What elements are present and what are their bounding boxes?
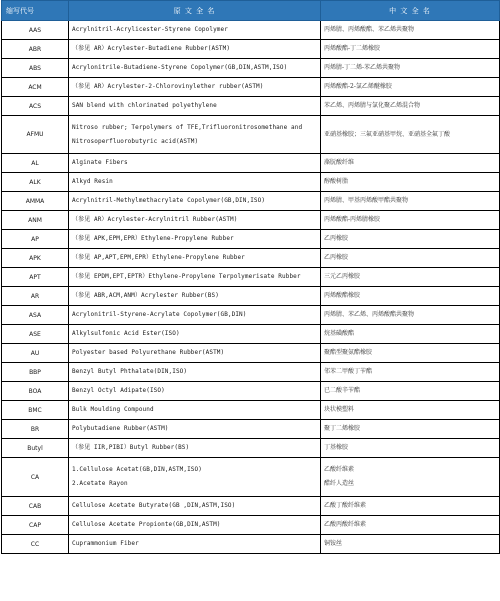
cell-english-name bbox=[69, 97, 321, 116]
cell-english-name bbox=[69, 363, 321, 382]
cell-english-name bbox=[69, 192, 321, 211]
cell-english-name bbox=[69, 211, 321, 230]
cell-code: CAP bbox=[2, 516, 69, 535]
table-row bbox=[2, 516, 500, 535]
cell-chinese-name bbox=[321, 458, 500, 497]
cell-chinese-name bbox=[321, 497, 500, 516]
table-header-row bbox=[2, 1, 500, 21]
cell-chinese-name bbox=[321, 420, 500, 439]
cell-english-name bbox=[69, 516, 321, 535]
english-name-line: （参见 AR）Acrylester-Butadiene Rubber(ASTM) bbox=[72, 45, 231, 52]
cell-english-name bbox=[69, 497, 321, 516]
table-row bbox=[2, 401, 500, 420]
cell-chinese-name bbox=[321, 21, 500, 40]
table-row bbox=[2, 439, 500, 458]
english-name-line: Alginate Fibers bbox=[72, 159, 128, 166]
english-name-line: Benzyl Octyl Adipate(ISO) bbox=[72, 387, 165, 394]
table-row bbox=[2, 59, 500, 78]
table-row bbox=[2, 420, 500, 439]
chinese-name-line: 已二酸辛苄酯 bbox=[324, 387, 361, 394]
cell-code: CA bbox=[2, 458, 69, 497]
chinese-name-line: 丙烯腈-丁二烯-苯乙烯共聚物 bbox=[324, 64, 401, 71]
cell-english-name bbox=[69, 458, 321, 497]
cell-chinese-name bbox=[321, 154, 500, 173]
cell-chinese-name bbox=[321, 287, 500, 306]
cell-chinese-name bbox=[321, 363, 500, 382]
cell-chinese-name bbox=[321, 382, 500, 401]
english-name-line: SAN blend with chlorinated polyethylene bbox=[72, 102, 217, 109]
abbreviation-table bbox=[1, 0, 500, 554]
cell-chinese-name bbox=[321, 268, 500, 287]
cell-chinese-name bbox=[321, 230, 500, 249]
cell-code: BBP bbox=[2, 363, 69, 382]
table-row bbox=[2, 78, 500, 97]
cell-code: BMC bbox=[2, 401, 69, 420]
cell-english-name bbox=[69, 268, 321, 287]
cell-code: AAS bbox=[2, 21, 69, 40]
cell-code: AU bbox=[2, 344, 69, 363]
cell-english-name bbox=[69, 230, 321, 249]
table-row bbox=[2, 268, 500, 287]
cell-english-name bbox=[69, 287, 321, 306]
cell-chinese-name bbox=[321, 211, 500, 230]
english-name-line: （参见 APK,EPM,EPR）Ethylene-Propylene Rubber bbox=[72, 235, 234, 242]
english-name-line: Acrylnitril-Methylmethacrylate Copolymer(GB,DIN,ISO) bbox=[72, 197, 266, 204]
cell-chinese-name bbox=[321, 192, 500, 211]
table-row bbox=[2, 325, 500, 344]
cell-english-name bbox=[69, 401, 321, 420]
english-name-line: Acrylonitrile-Butadiene-Styrene Copolymer(GB,DIN,ASTM,ISO) bbox=[72, 64, 288, 71]
english-name-line: Bulk Moulding Compound bbox=[72, 406, 154, 413]
english-name-line: （参见 ABR,ACM,ANM）Acrylester Rubber(BS) bbox=[72, 292, 219, 299]
chinese-name-line: 铜铵丝 bbox=[324, 540, 343, 547]
english-name-line: Benzyl Butyl Phthalate(DIN,ISO) bbox=[72, 368, 188, 375]
english-name-line: （参见 IIR,PIBI）Butyl Rubber(BS) bbox=[72, 444, 190, 451]
chinese-name-line: 邻苯二甲酸丁苄酯 bbox=[324, 368, 373, 375]
cell-english-name bbox=[69, 249, 321, 268]
chinese-name-line: 乙丙橡胶 bbox=[324, 254, 349, 261]
cell-code: BOA bbox=[2, 382, 69, 401]
cell-code: CAB bbox=[2, 497, 69, 516]
english-name-line: Cellulose Acetate Propionte(GB,DIN,ASTM) bbox=[72, 521, 221, 528]
english-name-line: Cuprammonium Fiber bbox=[72, 540, 139, 547]
chinese-name-line: 丙烯酸酯-丁二烯橡胶 bbox=[324, 45, 381, 52]
cell-chinese-name bbox=[321, 249, 500, 268]
cell-chinese-name bbox=[321, 401, 500, 420]
chinese-name-line: 醋纤人造丝 bbox=[324, 480, 355, 487]
cell-english-name bbox=[69, 116, 321, 154]
cell-chinese-name bbox=[321, 325, 500, 344]
table-body bbox=[2, 21, 500, 554]
english-name-line: Alkyd Resin bbox=[72, 178, 113, 185]
english-name-line: Cellulose Acetate Butyrate(GB ,DIN,ASTM,ISO) bbox=[72, 502, 236, 509]
cell-code: CC bbox=[2, 535, 69, 554]
cell-code: APK bbox=[2, 249, 69, 268]
english-name-line: （参见 AR）Acrylester-2-Chlorovinylether rubber(ASTM) bbox=[72, 83, 264, 90]
cell-code: ABR bbox=[2, 40, 69, 59]
english-name-line: Alkylsulfonic Acid Ester(ISO) bbox=[72, 330, 180, 337]
chinese-name-line: 乙酸丁酸纤维素 bbox=[324, 502, 367, 509]
cell-english-name bbox=[69, 439, 321, 458]
cell-code: ALK bbox=[2, 173, 69, 192]
cell-code: ACS bbox=[2, 97, 69, 116]
table-row bbox=[2, 249, 500, 268]
cell-code: AFMU bbox=[2, 116, 69, 154]
table-row bbox=[2, 97, 500, 116]
chinese-name-line: 丙烯腈、丙烯酸酯、苯乙烯共聚物 bbox=[324, 26, 415, 33]
chinese-name-line: 聚酯型聚氨酯橡胶 bbox=[324, 349, 373, 356]
chinese-name-line: 聚丁二烯橡胶 bbox=[324, 425, 361, 432]
english-name-line: Polybutadiene Rubber(ASTM) bbox=[72, 425, 169, 432]
chinese-name-line: 丙烯酸酯-2-氯乙烯醚橡胶 bbox=[324, 83, 392, 90]
table-row bbox=[2, 344, 500, 363]
chinese-name-line: 苯乙烯、丙烯腈与氯化聚乙烯混合物 bbox=[324, 102, 421, 109]
cell-english-name bbox=[69, 59, 321, 78]
table-row bbox=[2, 497, 500, 516]
english-name-line: 1.Cellulose Acetat(GB,DIN,ASTM,ISO) bbox=[72, 466, 202, 473]
chinese-name-line: 丙烯酸酯橡胶 bbox=[324, 292, 361, 299]
cell-code: ACM bbox=[2, 78, 69, 97]
cell-code: AP bbox=[2, 230, 69, 249]
english-name-line: （参见 AR）Acrylester-Acrylnitril Rubber(ASTM) bbox=[72, 216, 238, 223]
table-row bbox=[2, 230, 500, 249]
table-row bbox=[2, 154, 500, 173]
table-row bbox=[2, 211, 500, 230]
cell-code: AR bbox=[2, 287, 69, 306]
cell-english-name bbox=[69, 535, 321, 554]
cell-chinese-name bbox=[321, 97, 500, 116]
cell-chinese-name bbox=[321, 439, 500, 458]
cell-code: BR bbox=[2, 420, 69, 439]
header-code: 缩写代号 bbox=[2, 1, 69, 21]
table-row bbox=[2, 21, 500, 40]
chinese-name-line: 亚硝基橡胶；三氟亚硝基甲烷、亚硝基全氟丁酸 bbox=[324, 130, 451, 138]
table-row bbox=[2, 287, 500, 306]
cell-english-name bbox=[69, 306, 321, 325]
chinese-name-line: 丙烯腈、苯乙烯、丙烯酸酯共聚物 bbox=[324, 311, 415, 318]
cell-code: ABS bbox=[2, 59, 69, 78]
cell-chinese-name bbox=[321, 535, 500, 554]
table-row bbox=[2, 363, 500, 382]
english-name-line: Nitrosoperfluorobutyric acid(ASTM) bbox=[72, 137, 199, 145]
english-name-line: Acrylonitril-Styrene-Acrylate Copolymer(GB,DIN) bbox=[72, 311, 247, 318]
english-name-line: （参见 AP,APT,EPM,EPR）Ethylene-Propylene Rubber bbox=[72, 254, 245, 261]
cell-code: ASE bbox=[2, 325, 69, 344]
english-name-line: Polyester based Polyurethane Rubber(ASTM) bbox=[72, 349, 225, 356]
cell-code: Butyl bbox=[2, 439, 69, 458]
english-name-line: Acrylnitril-Acrylicester-Styrene Copolymer bbox=[72, 26, 228, 33]
english-name-line: （参见 EPDM,EPT,EPTR）Ethylene-Propylene Terpolymerisate Rubber bbox=[72, 273, 301, 280]
table-row bbox=[2, 306, 500, 325]
cell-english-name bbox=[69, 154, 321, 173]
table-row bbox=[2, 458, 500, 497]
header-chinese-name: 中 文 全 名 bbox=[321, 1, 500, 21]
cell-code: AL bbox=[2, 154, 69, 173]
cell-code: AMMA bbox=[2, 192, 69, 211]
cell-english-name bbox=[69, 420, 321, 439]
chinese-name-line: 丙烯腈、甲基丙烯酸甲酯共聚物 bbox=[324, 197, 409, 204]
cell-english-name bbox=[69, 344, 321, 363]
cell-chinese-name bbox=[321, 59, 500, 78]
table-row bbox=[2, 173, 500, 192]
table-row bbox=[2, 382, 500, 401]
table-row bbox=[2, 116, 500, 154]
cell-chinese-name bbox=[321, 116, 500, 154]
cell-english-name bbox=[69, 78, 321, 97]
cell-chinese-name bbox=[321, 516, 500, 535]
chinese-name-line: 三元乙丙橡胶 bbox=[324, 273, 361, 280]
chinese-name-line: 丁基橡胶 bbox=[324, 444, 349, 451]
chinese-name-line: 块状模塑料 bbox=[324, 406, 355, 413]
cell-chinese-name bbox=[321, 40, 500, 59]
cell-code: ASA bbox=[2, 306, 69, 325]
cell-chinese-name bbox=[321, 344, 500, 363]
chinese-name-line: 丙烯酸酯-丙烯腈橡胶 bbox=[324, 216, 381, 223]
chinese-name-line: 乙酸纤维素 bbox=[324, 466, 355, 473]
chinese-name-line: 乙丙橡胶 bbox=[324, 235, 349, 242]
chinese-name-line: 醇酸树脂 bbox=[324, 178, 349, 185]
cell-english-name bbox=[69, 173, 321, 192]
cell-chinese-name bbox=[321, 306, 500, 325]
cell-chinese-name bbox=[321, 173, 500, 192]
chinese-name-line: 烷基磺酸酯 bbox=[324, 330, 355, 337]
cell-english-name bbox=[69, 40, 321, 59]
header-english-name: 原 文 全 名 bbox=[69, 1, 321, 21]
cell-english-name bbox=[69, 325, 321, 344]
table-row bbox=[2, 40, 500, 59]
english-name-line: 2.Acetate Rayon bbox=[72, 480, 128, 487]
cell-code: ANM bbox=[2, 211, 69, 230]
cell-english-name bbox=[69, 382, 321, 401]
cell-english-name bbox=[69, 21, 321, 40]
table-row bbox=[2, 535, 500, 554]
chinese-name-line: 乙酸丙酸纤维素 bbox=[324, 521, 367, 528]
cell-chinese-name bbox=[321, 78, 500, 97]
table-row bbox=[2, 192, 500, 211]
cell-code: APT bbox=[2, 268, 69, 287]
english-name-line: Nitroso rubber; Terpolymers of TFE,Trifluoronitrosomethane and bbox=[72, 123, 303, 131]
chinese-name-line: 藻朊酸纤维 bbox=[324, 159, 355, 166]
